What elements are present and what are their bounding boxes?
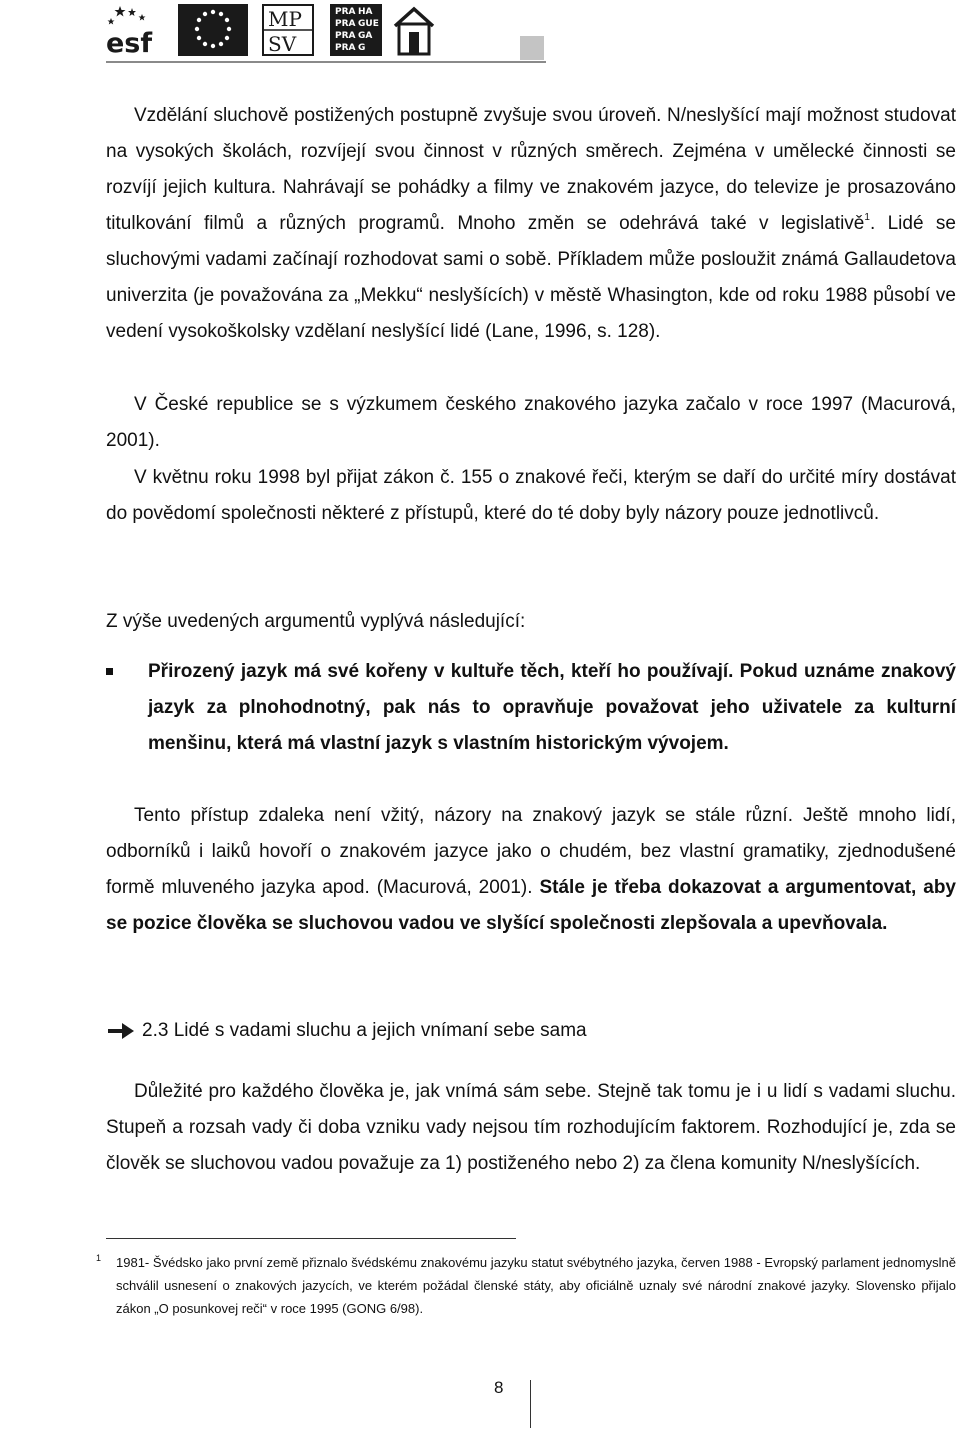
footnote-rule bbox=[106, 1238, 516, 1239]
bullet-item bbox=[106, 654, 956, 762]
page-number-rule bbox=[530, 1380, 531, 1428]
p1-lead: Vzdělání sluchově postižených postupně zvyšuje svou úroveň. bbox=[134, 105, 662, 126]
header-rule bbox=[106, 61, 546, 63]
decorative-square bbox=[520, 36, 544, 60]
svg-text:SV: SV bbox=[268, 32, 297, 56]
paragraph-2: V České republice se s výzkumem českého znakového jazyka začalo v roce 1997 (Macurová, 2001). bbox=[106, 394, 956, 451]
section-heading bbox=[106, 1013, 587, 1049]
eu-flag-logo bbox=[178, 4, 248, 56]
esf-logo bbox=[106, 4, 164, 56]
esf-stars-icon bbox=[106, 4, 164, 56]
footnote-text: 1981- Švédsko jako první země přiznalo švédskému znakovému jazyku statut svébytného jazyka, červen 1988 - Evropský parlament jednomyslně schválil usnesení o znakových jazycích, ve kterém požádal členské státy, aby oficiálně uznaly své národní znakové jazyky. Slovensko přijalo zákon „O posunkovej reči“ v roce 1995 (GONG 6/98). bbox=[116, 1255, 956, 1316]
eu-stars-icon bbox=[178, 4, 248, 56]
paragraph-3: V květnu roku 1998 byl přijat zákon č. 155 o znakové řeči, kterým se daří do určité míry dostávat do povědomí společnosti některé z přístupů, které do té doby byly názory pouze jednotlivců. bbox=[106, 467, 956, 524]
section-heading-text: 2.3 Lidé s vadami sluchu a jejich vnímaní sebe sama bbox=[142, 1020, 587, 1041]
bullet-square-icon bbox=[106, 668, 113, 675]
svg-text:MP: MP bbox=[268, 7, 302, 31]
praha-logo: PRA HA PRA GUE PRA GA PRA G bbox=[330, 4, 382, 56]
paragraph-5: Tento přístup zdaleka není vžitý, názory na znakový jazyk se stále různí. Ještě mnoho lidí, odborníků i laiků hovoří o znakovém jazyce jako o chudém, bez vlastní gramatiky, zjednodušené formě mluveného jazyka apod. (Macurová, 2001). Stále je třeba dokazovat a argumentovat, aby se pozice člověka se sluchovou vadou ve slyšící společnosti zlepšovala a upevňovala. bbox=[106, 805, 956, 934]
paragraph-4: Z výše uvedených argumentů vyplývá následující: bbox=[106, 611, 526, 632]
paragraph-1: Vzdělání sluchově postižených postupně zvyšuje svou úroveň. N/neslyšící mají možnost studovat na vysokých školách, rozvíjejí svou činnost v různých směrech. Zejména v umělecké činnosti se rozvíjí jejich kultura. Nahrávají se pohádky a filmy ve znakovém jazyce, do televize je prosazováno titulkování filmů a různých programů. Mnoho změn se odehrává také v legislativě$^1$. Lidé se sluchovými vadami začínají rozhodovat sami o sobě. Příkladem může posloužit známá Gallaudetova univerzita (je považována za „Mekku“ neslyšících) v městě Whasington, kde od roku 1988 působí ve vedení vysokoškolsky vzdělaní neslyšící lidé (Lane, 1996, s. 128). bbox=[106, 105, 956, 342]
page-number: 8 bbox=[494, 1378, 504, 1397]
bullet-text: Přirozený jazyk má své kořeny v kultuře těch, kteří ho používají. Pokud uznáme znakový jazyk za plnohodnotný, pak nás to opravňuje považovat jeho uživatele za kulturní menšinu, která má vlastní jazyk s vlastním historickým vývojem. bbox=[148, 661, 956, 754]
house-icon bbox=[392, 4, 436, 56]
footnote bbox=[96, 1251, 956, 1320]
footnote-ref[interactable]: 1 bbox=[864, 212, 870, 223]
footnote-mark: 1 bbox=[96, 1253, 102, 1263]
arrow-right-icon bbox=[106, 1021, 136, 1041]
svg-text:esf: esf bbox=[106, 28, 153, 56]
mpsv-logo bbox=[262, 4, 314, 56]
paragraph-6: Důležité pro každého člověka je, jak vnímá sám sebe. Stejně tak tomu je i u lidí s vadami sluchu. Stupeň a rozsah vady či doba vzniku vady nejsou tím rozhodujícím faktorem. Rozhodující je, zda se člověk se sluchovou vadou považuje za 1) postiženého nebo 2) za člena komunity N/neslyšících. bbox=[106, 1081, 956, 1174]
